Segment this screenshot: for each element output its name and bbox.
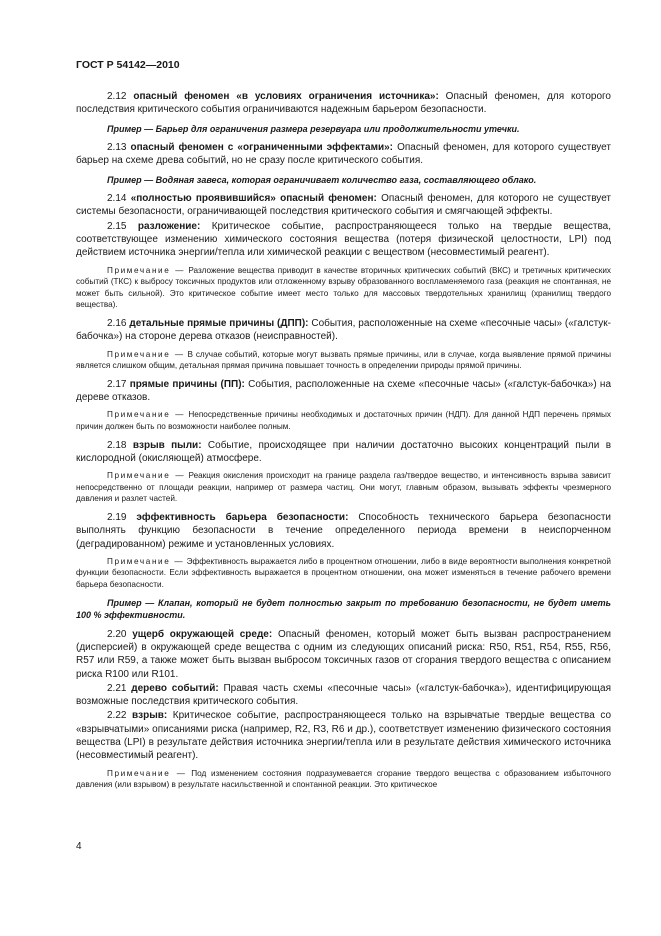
note-2-15 bbox=[76, 265, 611, 311]
note-2-17 bbox=[76, 409, 611, 432]
note-2-22 bbox=[76, 768, 611, 791]
term-2-20 bbox=[76, 628, 611, 681]
term-definition: Событие, происходящее при наличии достаточно высоких концентраций пыли в кислородной (окисляющей) атмосфере. bbox=[76, 439, 612, 464]
term-number: 2.15 bbox=[107, 220, 127, 232]
term-definition: События, расположенные на схеме «песочные часы» («галстук-бабочка») на дереве отказов. bbox=[76, 378, 612, 404]
term-definition: Правая часть схемы «песочные часы» («галстук-бабочка»), идентифицирующая возможные последствия критического события. bbox=[76, 682, 611, 708]
term-number: 2.12 bbox=[107, 91, 127, 102]
note-2-16 bbox=[76, 349, 611, 372]
term-definition: Критическое событие, распространяющееся только на твердые вещества, соответствующее изменению химического состояния вещества (потеря физической целостности, LPI) под действием источника энергии/тепла или химической реакции с веществом (несовместимый реагент). bbox=[76, 220, 612, 259]
term-number: 2.20 bbox=[107, 628, 127, 640]
note-text: В случае событий, которые могут вызвать прямые причины, или в случае, когда выявление прямой причины является слишком общим, детальная прямая причина повышает точность в определении природы прямой причины. bbox=[76, 349, 611, 371]
term-number: 2.22 bbox=[107, 710, 127, 722]
term-2-21 bbox=[76, 682, 611, 709]
term-title: «полностью проявившийся» опасный феномен: bbox=[130, 193, 377, 205]
term-definition: Способность технического барьера безопасности выполнять функцию безопасности в течение определенного периода времени в неиспорченном (деградированном) режиме и установленных условиях. bbox=[76, 511, 611, 550]
note-2-18 bbox=[76, 470, 611, 505]
example-2-19: Пример — Клапан, который не будет полностью закрыт по требованию безопасности, не будет иметь 100 % эффективности. bbox=[76, 597, 611, 621]
term-2-12 bbox=[76, 90, 611, 117]
term-number: 2.13 bbox=[107, 142, 127, 154]
term-2-19 bbox=[76, 511, 611, 551]
term-definition: Критическое событие, распространяющееся только на взрывчатые твердые вещества со «взрывчатыми» описаниями риска (например, R2, R3, R6 и др.), соответствует изменению физического состояния вещества (LPI) в результате действия источника энергии/тепла или в результате действия химического источника (несовместимый реагент). bbox=[76, 710, 612, 762]
term-title: ущерб окружающей среде: bbox=[132, 628, 273, 640]
term-title: взрыв пыли: bbox=[132, 439, 202, 451]
note-text: Под изменением состояния подразумевается сгорание твердого вещества с образованием избыточного давления (или взрывом) в результате насильственной и спонтанной реакции. Это критическое bbox=[76, 768, 611, 790]
term-number: 2.14 bbox=[107, 193, 127, 205]
term-2-14 bbox=[76, 192, 611, 219]
note-text: Реакция окисления происходит на границе раздела газ/твердое вещество, и интенсивность взрыва зависит непосредственно от площади реакции, например от размера частиц. Они могут, главным образом, вызывать эффекты чрезмерного давления и разлет частей. bbox=[76, 471, 611, 504]
note-label: Примечание — bbox=[107, 768, 187, 778]
term-title: детальные прямые причины (ДПП): bbox=[129, 318, 309, 330]
term-2-16 bbox=[76, 317, 611, 344]
note-text: Непосредственные причины необходимых и достаточных причин (НДП). Для данной НДП перечень прямых причин должен быть по возможности наиболее полным. bbox=[76, 410, 611, 432]
term-title: взрыв: bbox=[132, 710, 168, 722]
note-text: Эффективность выражается либо в процентном отношении, либо в виде вероятности выполнения конкретной функции безопасности. Если эффективность выражается в процентном отношении, она может изменяться в течение рабочего времени барьера безопасности. bbox=[76, 556, 611, 590]
note-2-19 bbox=[76, 556, 611, 591]
term-title: эффективность барьера безопасности: bbox=[136, 511, 349, 523]
document-code: ГОСТ Р 54142—2010 bbox=[76, 59, 180, 71]
page-content bbox=[76, 89, 611, 797]
note-label: Примечание — bbox=[107, 471, 186, 481]
term-2-13 bbox=[76, 141, 611, 168]
note-label: Примечание — bbox=[107, 556, 185, 566]
example-2-13: Пример — Водяная завеса, которая ограничивает количество газа, составляющего облако. bbox=[107, 174, 537, 185]
term-2-18 bbox=[76, 439, 611, 466]
term-number: 2.17 bbox=[107, 378, 127, 390]
term-title: опасный феномен «в условиях ограничения источника»: bbox=[133, 91, 439, 102]
term-definition: События, расположенные на схеме «песочные часы» («галстук-бабочка») на стороне дерева отказов (неисправностей). bbox=[76, 318, 611, 343]
term-2-22 bbox=[76, 709, 611, 762]
term-number: 2.16 bbox=[107, 318, 127, 330]
page-number: 4 bbox=[76, 841, 82, 852]
note-label: Примечание — bbox=[107, 265, 186, 275]
term-2-17 bbox=[76, 378, 611, 405]
note-label: Примечание — bbox=[107, 410, 186, 420]
term-definition: Опасный феномен, который может быть вызван распространением (дисперсией) в окружающей среде вещества с одним из следующих описаний риска: R50, R51, R54, R55, R56, R57 или R59, а также может быть вызван выбросом токсичных газов от сгорания твердого вещества с описанием риска R100 или R101. bbox=[76, 628, 612, 680]
term-title: разложение: bbox=[137, 220, 201, 232]
term-definition: Опасный феномен, для которого существует барьер на схеме древа событий, но не сразу после критического события. bbox=[76, 142, 611, 167]
term-number: 2.18 bbox=[107, 439, 127, 451]
term-number: 2.19 bbox=[107, 511, 127, 523]
term-2-15 bbox=[76, 220, 611, 260]
term-number: 2.21 bbox=[107, 682, 127, 694]
term-definition: Опасный феномен, для которого не существует системы безопасности, ограничивающей последствия критического события и смягчающей эффекты. bbox=[76, 193, 611, 218]
example-2-12: Пример — Барьер для ограничения размера резервуара или продолжительности утечки. bbox=[107, 123, 520, 134]
term-definition: Опасный феномен, для которого последствия критического события ограничиваются надежным барьером безопасности. bbox=[76, 91, 611, 116]
note-label: Примечание — bbox=[107, 349, 185, 359]
note-text: Разложение вещества приводит в качестве вторичных критических событий (ВКС) и третичных критических событий (ТКС) к выбросу токсичных продуктов или отложенному взрыву образованного воспламеняемого газа (реакция не спонтанная, не может быть сильной). Это критическое событие имеет место только для массовых твердотельных хранилищ (хранилищ твердого вещества). bbox=[76, 265, 611, 310]
term-title: опасный феномен с «ограниченными эффектами»: bbox=[130, 142, 394, 154]
term-title: прямые причины (ПП): bbox=[129, 378, 245, 390]
term-title: дерево событий: bbox=[131, 682, 219, 694]
